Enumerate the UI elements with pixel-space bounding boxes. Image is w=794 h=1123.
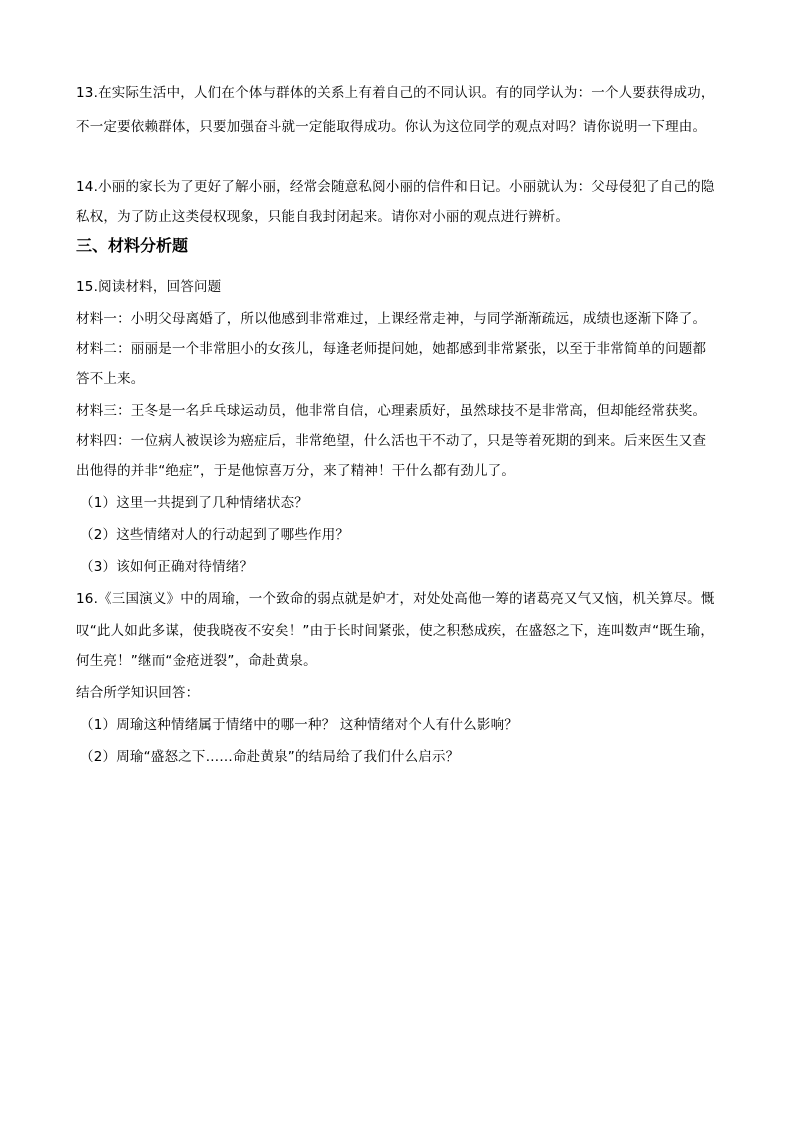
q15-intro: 15.阅读材料，回答问题	[76, 279, 222, 295]
q16-sub-question-2: （2）周瑜“盛怒之下……命赴黄泉”的结局给了我们什么启示？	[80, 749, 460, 765]
q15-material-4-line-1: 材料四：一位病人被误诊为癌症后，非常绝望，什么活也干不动了，只是等着死期的到来。后来医生又查	[76, 433, 707, 449]
q15-material-2-line-2: 答不上来。	[76, 371, 145, 387]
q15-sub-question-3: （3）该如何正确对待情绪？	[80, 559, 254, 575]
q16-text-line-2: 叹“此人如此多谋，使我晓夜不安矣！”由于长时间紧张，使之积愁成疾，在盛怒之下，连叫数声“既生瑜，	[76, 623, 715, 639]
q15-material-2-line-1: 材料二：丽丽是一个非常胆小的女孩儿，每逢老师提问她，她都感到非常紧张，以至于非常简单的问题都	[76, 341, 707, 357]
q14-text-line-2: 私权，为了防止这类侵权现象，只能自我封闭起来。请你对小丽的观点进行辨析。	[76, 209, 570, 225]
q16-sub-question-1: （1）周瑜这种情绪属于情绪中的哪一种？ 这种情绪对个人有什么影响？	[80, 717, 518, 733]
q15-sub-question-1: （1）这里一共提到了几种情绪状态？	[80, 495, 308, 511]
q13-text-line-1: 13.在实际生活中，人们在个体与群体的关系上有着自己的不同认识。有的同学认为：一个人要获得成功，	[76, 85, 715, 101]
q15-material-3: 材料三：王冬是一名乒乓球运动员，他非常自信，心理素质好，虽然球技不是非常高，但却能经常获奖。	[76, 403, 707, 419]
section-heading-material-analysis: 三、材料分析题	[76, 236, 189, 255]
q16-prompt: 结合所学知识回答：	[76, 685, 200, 701]
q15-material-1: 材料一：小明父母离婚了，所以他感到非常难过，上课经常走神，与同学渐渐疏远，成绩也逐渐下降了。	[76, 311, 707, 327]
q13-text-line-2: 不一定要依赖群体，只要加强奋斗就一定能取得成功。你认为这位同学的观点对吗？请你说明一下理由。	[76, 119, 707, 135]
q16-text-line-1: 16.《三国演义》中的周瑜，一个致命的弱点就是妒才，对处处高他一筹的诸葛亮又气又恼，机关算尽。慨	[76, 591, 715, 607]
q14-text-line-1: 14.小丽的家长为了更好了解小丽，经常会随意私阅小丽的信件和日记。小丽就认为：父母侵犯了自己的隐	[76, 179, 715, 195]
q15-material-4-line-2: 出他得的并非“绝症”，于是他惊喜万分，来了精神！干什么都有劲儿了。	[76, 463, 516, 479]
q16-text-line-3: 何生亮！”继而“金疮迸裂”，命赴黄泉。	[76, 653, 317, 669]
q15-sub-question-2: （2）这些情绪对人的行动起到了哪些作用？	[80, 527, 350, 543]
